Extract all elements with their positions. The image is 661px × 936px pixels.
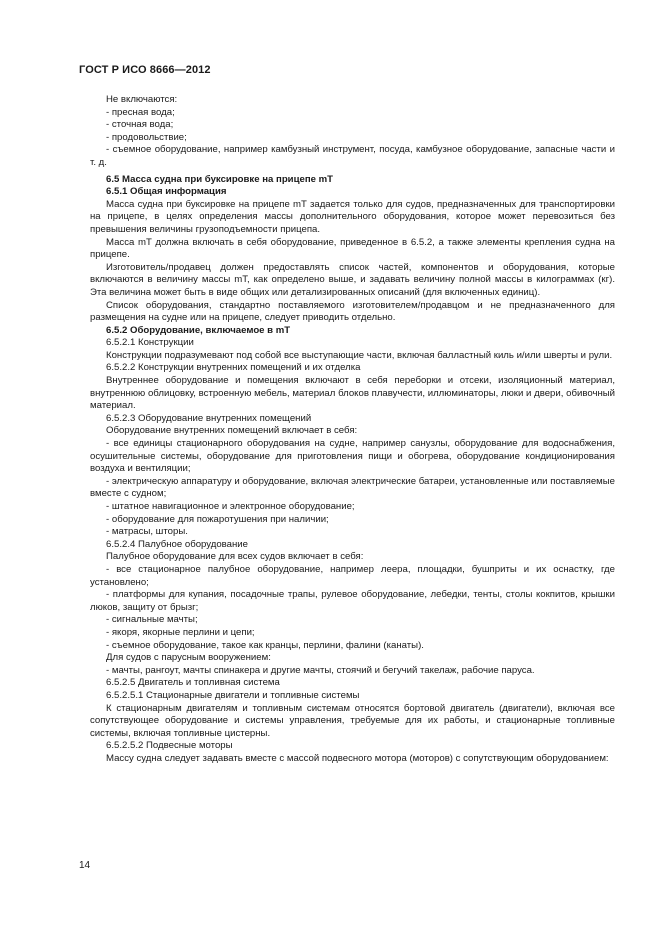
subsection-heading: 6.5.2.4 Палубное оборудование bbox=[106, 538, 248, 550]
list-item: - все единицы стационарного оборудования на судне, например санузлы, оборудование для водоснабжения, осушительные системы, оборудование для приготовления пищи и обогрева, оборудование кондиционирования воздуха и вентиляции; bbox=[90, 438, 615, 475]
paragraph: Масса mT должна включать в себя оборудование, приведенное в 6.5.2, а также элементы крепления судна на прицепе. bbox=[90, 236, 615, 261]
section-heading-6-5: 6.5 Масса судна при буксировке на прицепе mT bbox=[106, 173, 334, 185]
document-body bbox=[90, 94, 615, 765]
subsection-heading: 6.5.2.1 Конструкции bbox=[106, 337, 194, 349]
list-item: - штатное навигационное и электронное оборудование; bbox=[106, 501, 355, 512]
list-item: - платформы для купания, посадочные трапы, рулевое оборудование, лебедки, тенты, столы кокпитов, крышки люков, защиту от брызг; bbox=[90, 589, 615, 613]
list-item: - съемное оборудование, такое как кранцы, перлини, фалини (канаты). bbox=[106, 639, 424, 651]
paragraph: Конструкции подразумевают под собой все выступающие части, включая балластный киль и/или шверты и рули. bbox=[106, 349, 613, 361]
paragraph: Изготовитель/продавец должен предоставлять список частей, компонентов и оборудования, которые включаются в величину массы mT, как определено выше, и задавать величину полной массы в килограммах (кг). Эта величина может быть в виде общих или детализированных описаний (для включенных единиц). bbox=[90, 261, 615, 298]
section-heading-6-5-1: 6.5.1 Общая информация bbox=[106, 186, 227, 198]
paragraph: Палубное оборудование для всех судов включает в себя: bbox=[106, 551, 364, 563]
list-item: - пресная вода; bbox=[106, 106, 175, 118]
list-item: - сигнальные мачты; bbox=[106, 614, 198, 626]
subsection-heading: 6.5.2.5.2 Подвесные моторы bbox=[106, 740, 233, 752]
list-item: - сточная вода; bbox=[106, 119, 174, 131]
paragraph: Оборудование внутренних помещений включает в себя: bbox=[106, 425, 358, 437]
list-item: - съемное оборудование, например камбузный инструмент, посуда, камбузное оборудование, запасные части и т. д. bbox=[90, 144, 615, 168]
document-header: ГОСТ Р ИСО 8666—2012 bbox=[79, 64, 211, 76]
subsection-heading: 6.5.2.5 Двигатель и топливная система bbox=[106, 677, 280, 689]
list-item: - все стационарное палубное оборудование, например леера, площадки, бушприты и их оснастку, где установлено; bbox=[90, 563, 615, 588]
paragraph: Внутреннее оборудование и помещения включают в себя переборки и отсеки, изоляционный материал, внутреннюю облицовку, встроенную мебель, материал блоков плавучести, иллюминаторы, люки и двери, обивочный материал. bbox=[90, 375, 615, 412]
paragraph: Массу судна следует задавать вместе с массой подвесного мотора (моторов) с сопутствующим оборудованием: bbox=[106, 752, 609, 764]
paragraph: К стационарным двигателям и топливным системам относятся бортовой двигатель (двигатели), включая все сопутствующее оборудование и системы управления, требуемые для их работы, и стационарные топливные системы, включая топливные цистерны. bbox=[90, 702, 615, 739]
page-number: 14 bbox=[79, 860, 91, 871]
paragraph: Для судов с парусным вооружением: bbox=[106, 652, 271, 664]
paragraph: Список оборудования, стандартно поставляемого изготовителем/продавцом и не предназначенного для размещения на судне или на прицепе, следует приводить отдельно. bbox=[90, 299, 615, 324]
list-item: - электрическую аппаратуру и оборудование, включая электрические батареи, установленные или поставляемые вместе с судном; bbox=[90, 475, 615, 500]
subsection-heading: 6.5.2.2 Конструкции внутренних помещений и их отделка bbox=[106, 362, 361, 374]
paragraph: Масса судна при буксировке на прицепе mT задается только для судов, предназначенных для транспортировки на прицепе, в целях определения массы дополнительного оборудования, которое может перевозиться без превышения величины грузоподъемности прицепа. bbox=[90, 198, 615, 235]
list-item: - мачты, рангоут, мачты спинакера и другие мачты, стоячий и бегучий такелаж, рабочие паруса. bbox=[106, 664, 535, 676]
list-item: - продовольствие; bbox=[106, 131, 187, 143]
subsection-heading: 6.5.2.5.1 Стационарные двигатели и топливные системы bbox=[106, 689, 360, 701]
list-item: - матрасы, шторы. bbox=[106, 526, 188, 538]
paragraph: Не включаются: bbox=[106, 94, 178, 105]
subsection-heading: 6.5.2.3 Оборудование внутренних помещений bbox=[106, 412, 312, 424]
list-item: - якоря, якорные перлини и цепи; bbox=[106, 626, 255, 638]
section-heading-6-5-2: 6.5.2 Оборудование, включаемое в mT bbox=[106, 324, 291, 336]
list-item: - оборудование для пожаротушения при наличии; bbox=[106, 513, 329, 525]
